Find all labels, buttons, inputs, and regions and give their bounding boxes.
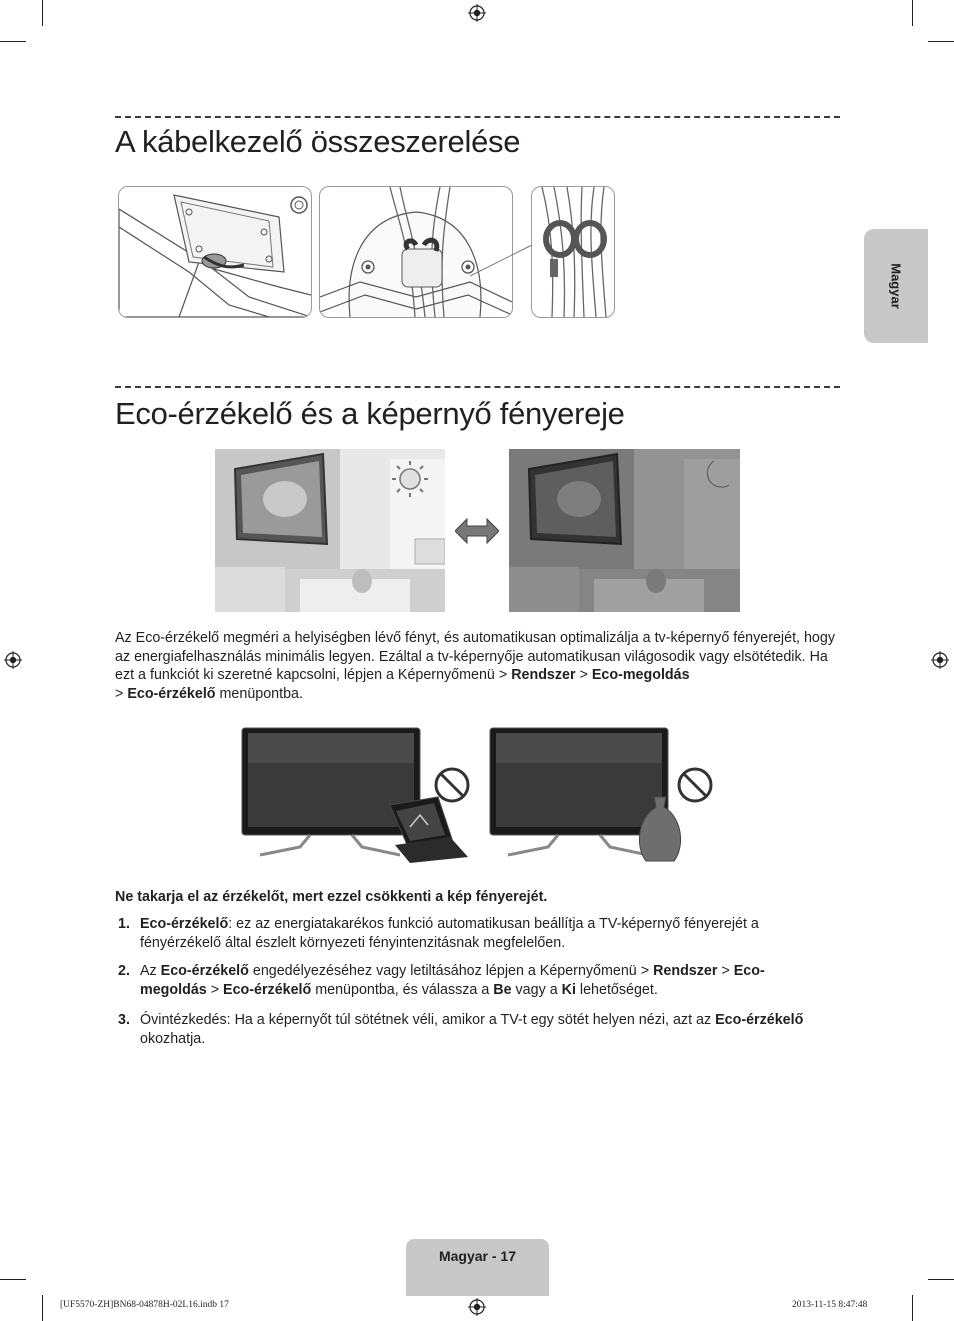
file-info: [UF5570-ZH]BN68-04878H-02L16.indb 17 xyxy=(60,1300,229,1310)
list-number: 1. xyxy=(118,916,130,932)
menu-path-eco-megoldas: Eco-megoldás xyxy=(591,667,690,684)
para-text: menüpontba. xyxy=(215,685,303,702)
bright-room-image xyxy=(215,449,445,612)
crop-mark xyxy=(0,41,26,42)
bold-term: Ki xyxy=(561,982,576,998)
list-text-part: > xyxy=(717,963,734,979)
list-number: 3. xyxy=(118,1012,130,1028)
eco-sensor-description xyxy=(115,629,843,703)
bold-term: Eco-érzékelő xyxy=(160,963,249,979)
list-text-part: menüpontba, és válassza a xyxy=(311,982,494,998)
page-number: Magyar - 17 xyxy=(438,1248,517,1264)
crop-mark xyxy=(0,1279,26,1280)
bold-term: Be xyxy=(493,982,512,998)
bold-term: Eco-érzékelő xyxy=(223,982,312,998)
language-side-tab xyxy=(864,229,928,343)
list-text-part: Az xyxy=(140,963,161,979)
crop-mark xyxy=(42,1295,43,1321)
warning-text: Ne takarja el az érzékelőt, mert ezzel csökkenti a kép fényerejét. xyxy=(115,889,548,905)
registration-mark-icon xyxy=(468,4,486,22)
para-text: > xyxy=(575,667,592,684)
list-item xyxy=(115,915,805,955)
list-number: 2. xyxy=(118,963,130,979)
list-text xyxy=(140,1011,810,1049)
tv-blocked-by-frame-image xyxy=(240,727,475,863)
section-divider xyxy=(115,116,840,118)
registration-mark-icon xyxy=(4,651,22,669)
tv-blocked-by-vase-image xyxy=(488,727,718,863)
list-text-part: engedélyezéséhez vagy letiltásához lépjen a Képernyőmenü > xyxy=(248,963,654,979)
list-text-part: > xyxy=(206,982,224,998)
list-text-part: okozhatja. xyxy=(140,1031,206,1047)
list-text-part: : ez az energiatakarékos funkció automatikusan beállítja a TV-képernyő fényerejét a fényérzékelő által észlelt környezeti fényintenzitásnak megfelelően. xyxy=(140,916,759,951)
crop-mark xyxy=(912,0,913,26)
dark-room-image xyxy=(509,449,740,612)
registration-mark-icon xyxy=(931,651,949,669)
menu-path-eco-erzekelo: Eco-érzékelő xyxy=(127,685,216,702)
side-tab-label: Magyar xyxy=(888,263,904,309)
list-item xyxy=(115,962,805,1002)
bold-term: Eco-érzékelő xyxy=(140,916,229,932)
cable-illustration-clip-detail xyxy=(531,186,615,318)
bold-term: Eco-érzékelő xyxy=(715,1012,804,1028)
menu-path-rendszer: Rendszer xyxy=(511,667,576,684)
page-number-tab xyxy=(406,1239,549,1296)
para-text: > xyxy=(115,685,128,702)
print-timestamp: 2013-11-15 8:47:48 xyxy=(792,1300,868,1310)
list-text-part: Óvintézkedés: Ha a képernyőt túl sötétnek véli, amikor a TV-t egy sötét helyen nézi, azt az xyxy=(140,1012,716,1028)
crop-mark xyxy=(928,1279,954,1280)
crop-mark xyxy=(928,41,954,42)
list-text xyxy=(140,915,810,953)
callout-connector xyxy=(470,240,540,280)
para-text: Az Eco-érzékelő megméri a helyiségben lévő fényt, és automatikusan optimalizálja a tv-képernyő fényerejét, hogy az energiafelhasználás minimális legyen. Ezáltal a tv-képernyője automatikusan világosodik vagy elsötétedik. Ha ezt a funkciót ki szeretné kapcsolni, lépjen a Képernyőmenü > xyxy=(115,630,835,684)
list-text-part: lehetőséget. xyxy=(575,982,658,998)
bold-term: Rendszer xyxy=(653,963,718,979)
cable-illustration-stand xyxy=(118,186,312,318)
double-arrow-icon xyxy=(455,517,499,545)
list-text xyxy=(140,962,810,1000)
list-item xyxy=(115,1011,805,1051)
crop-mark xyxy=(912,1295,913,1321)
crop-mark xyxy=(42,0,43,26)
registration-mark-icon xyxy=(468,1298,486,1316)
section-title-eco-sensor: Eco-érzékelő és a képernyő fényereje xyxy=(115,396,625,431)
bold-term: Eco-megoldás xyxy=(140,963,765,998)
list-text-part: vagy a xyxy=(511,982,562,998)
section-divider xyxy=(115,386,840,388)
section-title-cable-manager: A kábelkezelő összeszerelése xyxy=(115,124,521,159)
